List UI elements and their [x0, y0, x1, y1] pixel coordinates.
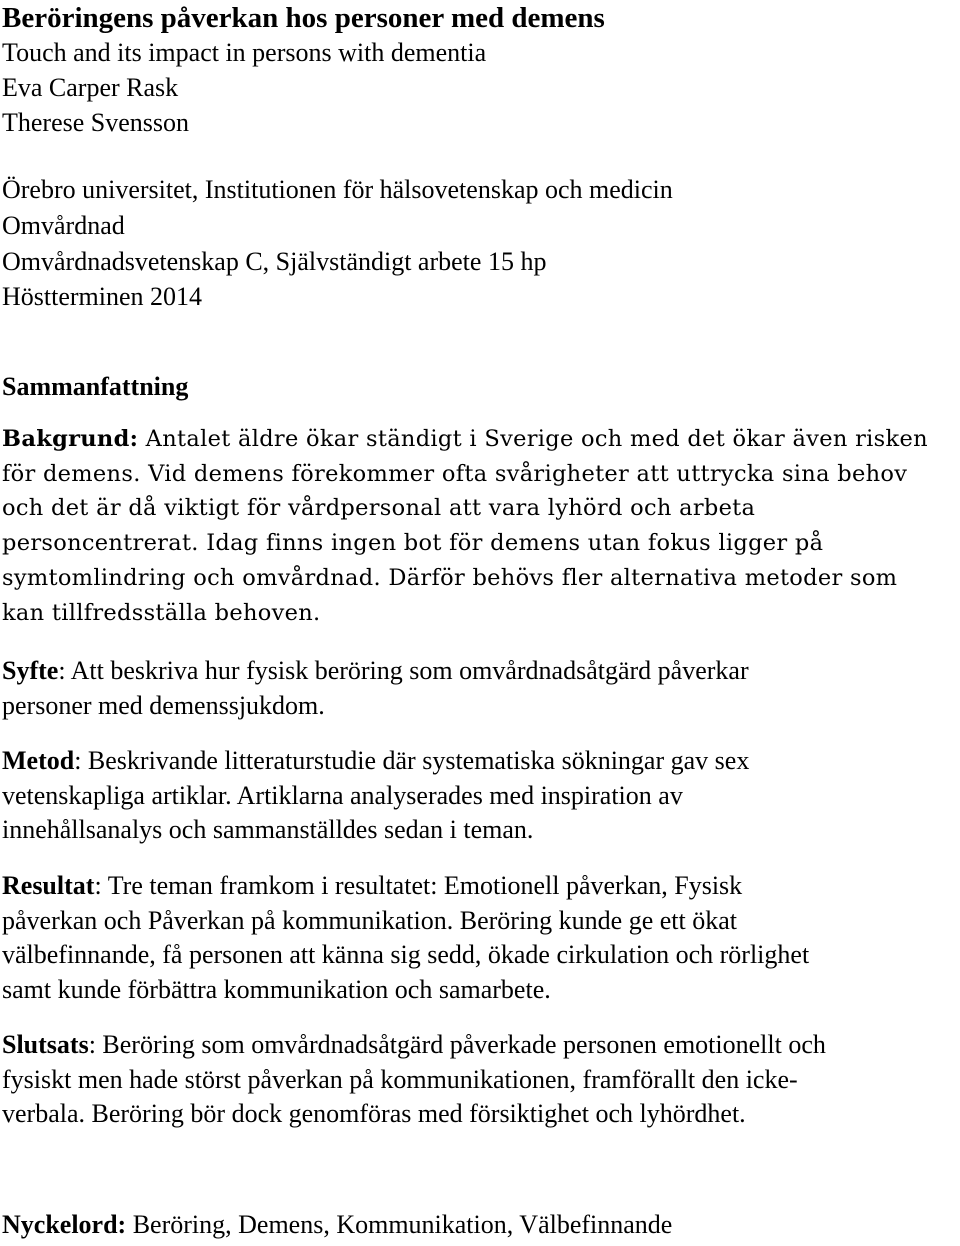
method-paragraph	[2, 744, 960, 848]
course: Omvårdnadsvetenskap C, Självständigt arbete 15 hp	[2, 247, 547, 276]
author-1: Eva Carper Rask	[2, 73, 179, 102]
english-title: Touch and its impact in persons with dementia	[2, 38, 487, 67]
aim-line-1: : Att beskriva hur fysisk beröring som omvårdnadsåtgärd påverkar	[58, 656, 749, 685]
keywords-label: Nyckelord:	[2, 1210, 127, 1239]
background-line-1: Antalet äldre ökar ständigt i Sverige och med det ökar även risken	[138, 426, 928, 452]
method-line-2: vetenskapliga artiklar. Artiklarna analyserades med inspiration av	[2, 780, 683, 810]
aim-line-2: personer med demenssjukdom.	[2, 690, 325, 720]
background-line-4: personcentrerat. Idag finns ingen bot för demens utan fokus ligger på	[2, 530, 824, 557]
term: Höstterminen 2014	[2, 282, 203, 311]
conclusion-line-3: verbala. Beröring bör dock genomföras med försiktighet och lyhördhet.	[2, 1099, 746, 1129]
background-paragraph	[2, 422, 960, 630]
background-line-5: symtomlindring och omvårdnad. Därför behövs fler alternativa metoder som	[2, 564, 898, 591]
subject: Omvårdnad	[2, 211, 125, 240]
background-line-6: kan tillfredsställa behoven.	[2, 599, 321, 626]
conclusion-paragraph	[2, 1028, 960, 1132]
method-line-3: innehållsanalys och sammanställdes sedan i teman.	[2, 815, 534, 845]
results-line-1: : Tre teman framkom i resultatet: Emotionell påverkan, Fysisk	[94, 871, 743, 900]
background-label: Bakgrund:	[2, 426, 139, 452]
results-line-3: välbefinnande, få personen att känna sig sedd, ökade cirkulation och rörlighet	[2, 940, 810, 970]
results-line-2: påverkan och Påverkan på kommunikation. Beröring kunde ge ett ökat	[2, 905, 738, 935]
aim-label: Syfte	[2, 656, 59, 685]
results-paragraph	[2, 869, 960, 1008]
document-title: Beröringens påverkan hos personer med demens	[2, 2, 605, 34]
aim-paragraph	[2, 654, 960, 723]
keywords-line	[2, 1208, 960, 1243]
conclusion-line-1: : Beröring som omvårdnadsåtgärd påverkade personen emotionellt och	[88, 1030, 826, 1059]
results-label: Resultat	[2, 871, 95, 900]
results-line-4: samt kunde förbättra kommunikation och samarbete.	[2, 975, 551, 1005]
summary-heading: Sammanfattning	[2, 372, 189, 401]
institution: Örebro universitet, Institutionen för hälsovetenskap och medicin	[2, 175, 673, 204]
keywords-text: Beröring, Demens, Kommunikation, Välbefinnande	[126, 1210, 673, 1239]
conclusion-label: Slutsats	[2, 1030, 89, 1059]
method-line-1: : Beskrivande litteraturstudie där systematiska sökningar gav sex	[74, 746, 750, 775]
conclusion-line-2: fysiskt men hade störst påverkan på kommunikationen, framförallt den icke-	[2, 1064, 798, 1094]
author-2: Therese Svensson	[2, 108, 190, 137]
background-line-3: och det är då viktigt för vårdpersonal att vara lyhörd och arbeta	[2, 495, 756, 522]
method-label: Metod	[2, 746, 75, 775]
background-line-2: för demens. Vid demens förekommer ofta svårigheter att uttrycka sina behov	[2, 460, 908, 487]
